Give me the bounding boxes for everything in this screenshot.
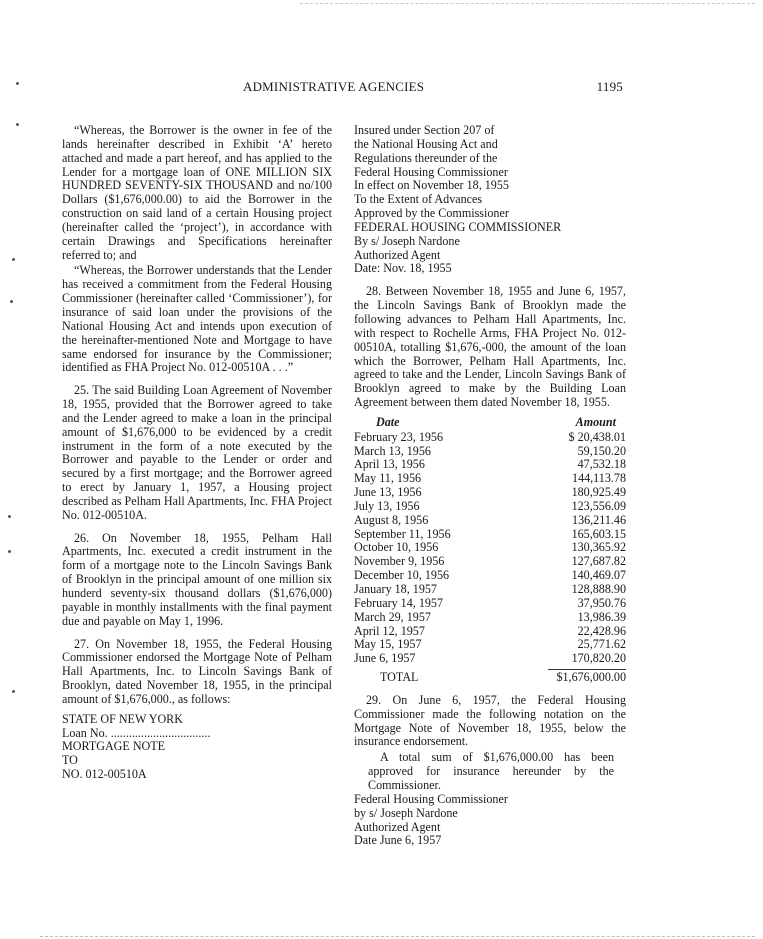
ledger-row (354, 528, 626, 542)
caption-line: TO (62, 753, 78, 768)
ledger-amount: 136,211.46 (572, 512, 626, 527)
endorsement-line: Approved by the Commissioner (354, 206, 509, 221)
endorsement-line: To the Extent of Advances (354, 192, 483, 207)
ledger-row (354, 625, 626, 639)
scan-speck (8, 515, 11, 518)
endorsement-line: Regulations thereunder of the (354, 150, 498, 165)
ledger-date: April 12, 1957 (354, 623, 425, 638)
running-title: ADMINISTRATIVE AGENCIES (243, 79, 425, 94)
signature-line: by s/ Joseph Nardone (354, 805, 458, 820)
page-header (243, 79, 623, 95)
endorsement-line: the National Housing Act and (354, 136, 498, 151)
ledger-date: March 29, 1957 (354, 609, 431, 624)
ledger-date: February 14, 1957 (354, 595, 444, 610)
ledger-amount: 13,986.39 (577, 609, 626, 624)
ledger-amount: 59,150.20 (577, 443, 626, 458)
ledger-amount: 130,365.92 (571, 540, 626, 555)
ledger-amount: 128,888.90 (571, 582, 626, 596)
ledger-row (354, 486, 626, 500)
ledger-date: June 6, 1957 (354, 651, 416, 666)
caption-line: NO. 012-00510A (62, 767, 147, 782)
total-label: TOTAL (380, 670, 419, 685)
ledger-amount: 180,925.49 (571, 485, 626, 500)
endorsement-line: In effect on November 18, 1955 (354, 178, 509, 193)
ledger-row (354, 541, 626, 555)
signature-line: Date June 6, 1957 (354, 833, 442, 848)
ledger-amount: 25,771.62 (577, 637, 626, 652)
ledger-row (354, 458, 626, 472)
ledger-amount: 47,532.18 (577, 457, 626, 472)
ledger-date: September 11, 1956 (354, 526, 451, 541)
ledger-date: June 13, 1956 (354, 485, 422, 500)
scan-speck (12, 258, 15, 261)
page-number: 1195 (596, 79, 623, 94)
left-column (62, 124, 332, 782)
scan-speck (16, 123, 19, 126)
endorsement-line: FEDERAL HOUSING COMMISSIONER (354, 219, 562, 234)
ledger-row (354, 597, 626, 611)
notation-signature (354, 793, 626, 848)
caption-line: MORTGAGE NOTE (62, 739, 166, 754)
ledger-row (354, 652, 626, 666)
ledger-amount: 170,820.20 (571, 651, 626, 666)
ledger-date: March 13, 1956 (354, 443, 431, 458)
ledger-amount: 140,469.07 (571, 568, 626, 583)
endorsement-line: Federal Housing Commissioner (354, 164, 508, 179)
ledger-header (354, 416, 626, 431)
notation-paragraph: A total sum of $1,676,000.00 has been approved for insurance hereunder by the Commissioner. (368, 750, 614, 792)
ledger-amount: 123,556.09 (571, 498, 626, 513)
ledger-rows (354, 431, 626, 666)
insurance-endorsement (354, 124, 626, 276)
ledger-date: May 11, 1956 (354, 471, 422, 486)
ledger-row (354, 569, 626, 583)
ledger-row (354, 583, 626, 597)
ledger-row (354, 472, 626, 486)
ledger-date: February 23, 1956 (354, 429, 444, 444)
advances-ledger (354, 416, 626, 685)
ledger-amount: 22,428.96 (577, 623, 626, 638)
ledger-total-row (354, 671, 626, 685)
ledger-row (354, 445, 626, 459)
paragraph-28: 28. Between November 18, 1955 and June 6, 1957, the Lincoln Savings Bank of Brooklyn made the following advances to Pelham Hall Apartments, Inc. with respect to Rochelle Arms, FHA Project No. 012-00510A, totalling $1,676,-000, the amount of the loan which the Borrower, Pelham Hall Apartments, Inc. agreed to take and the Lender, Lincoln Savings Bank of Brooklyn agreed to make by the Building Loan Agreement between them dated November 18, 1955. (354, 284, 626, 410)
ledger-date: October 10, 1956 (354, 540, 439, 555)
scan-speck (12, 690, 15, 693)
scan-edge-bottom (40, 936, 755, 937)
scan-speck (16, 82, 19, 85)
mortgage-note-caption (62, 713, 332, 782)
scan-speck (8, 550, 11, 553)
caption-line: STATE OF NEW YORK (62, 711, 183, 726)
amount-column-header: Amount (575, 414, 616, 429)
paragraph-29: 29. On June 6, 1957, the Federal Housing Commissioner made the following notation on the Mortgage Note of November 18, 1955, below the insurance endorsement. (354, 692, 626, 749)
paragraph-27: 27. On November 18, 1955, the Federal Housing Commissioner endorsed the Mortgage Note of Pelham Hall Apartments, Inc. to Lincoln Savings Bank of Brooklyn, dated November 18, 1955, in the principal amount of $1,676,000., as follows: (62, 636, 332, 706)
paragraph-26: 26. On November 18, 1955, Pelham Hall Apartments, Inc. executed a credit instrument in the form of a mortgage note to the Lincoln Savings Bank of Brooklyn in the principal amount of one million six hunderd seventy-six thousand dollars ($1,676,000) payable in monthly installments with the final payment due and payable on May 1, 1996. (62, 530, 332, 628)
quoted-whereas-paragraph-1: “Whereas, the Borrower is the owner in fee of the lands hereinafter described in Exhibit ‘A’ hereto attached and made a part hereof, and has applied to the Lender for a mortgage loan of ONE MILLION SIX HUNDRED SEVENTY-SIX THOUSAND and no/100 Dollars ($1,676,000.00) to aid the Borrower in the construction on said land of a certain Housing project (hereinafter called the ‘project’), in accordance with certain Drawings and Specifications hereinafter referred to; and (62, 123, 332, 262)
endorsement-line: By s/ Joseph Nardone (354, 233, 460, 248)
ledger-row (354, 638, 626, 652)
right-column (354, 124, 626, 848)
endorsement-line: Date: Nov. 18, 1955 (354, 261, 452, 276)
ledger-amount: 127,687.82 (571, 554, 626, 569)
ledger-row (354, 555, 626, 569)
ledger-date: May 15, 1957 (354, 637, 422, 652)
scan-edge-top (300, 3, 755, 4)
ledger-amount: 37,950.76 (577, 595, 626, 610)
paragraph-25: 25. The said Building Loan Agreement of November 18, 1955, provided that the Borrower agreed to take and the Lender agreed to make a loan in the principal amount of $1,676,000 to be evidenced by a credit instrument in the form of a note executed by the Borrower and payable to the Lender or order and secured by a first mortgage; and the Borrower agreed to erect by January 1, 1957, a Housing project described as Pelham Hall Apartments, Inc. FHA Project No. 012-00510A. (62, 383, 332, 522)
ledger-row (354, 611, 626, 625)
ledger-date: July 13, 1956 (354, 498, 420, 513)
total-amount: $1,676,000.00 (556, 670, 626, 685)
ledger-date: November 9, 1956 (354, 554, 445, 569)
ledger-date: January 18, 1957 (354, 582, 437, 596)
endorsement-line: Authorized Agent (354, 247, 441, 262)
ledger-row (354, 500, 626, 514)
ledger-row (354, 514, 626, 528)
ledger-row (354, 431, 626, 445)
caption-line: Loan No. ................................. (62, 725, 211, 740)
scan-speck (10, 300, 13, 303)
quoted-whereas-paragraph-2: “Whereas, the Borrower understands that the Lender has received a commitment from the Federal Housing Commissioner (hereinafter called ‘Commissioner’), for insurance of said loan under the provisions of the National Housing Act and intends upon execution of the hereinafter-mentioned Note and Mortgage to have same endorsed for insurance by the Commissioner; identified as FHA Project No. 012-00510A . . .” (62, 263, 332, 375)
ledger-date: August 8, 1956 (354, 512, 429, 527)
ledger-amount: 144,113.78 (572, 471, 626, 486)
signature-line: Federal Housing Commissioner (354, 791, 508, 806)
ledger-amount: $ 20,438.01 (568, 429, 626, 444)
ledger-date: April 13, 1956 (354, 457, 425, 472)
ledger-amount: 165,603.15 (571, 526, 626, 541)
endorsement-line: Insured under Section 207 of (354, 123, 495, 137)
date-column-header: Date (376, 414, 400, 429)
signature-line: Authorized Agent (354, 819, 441, 834)
ledger-date: December 10, 1956 (354, 568, 450, 583)
